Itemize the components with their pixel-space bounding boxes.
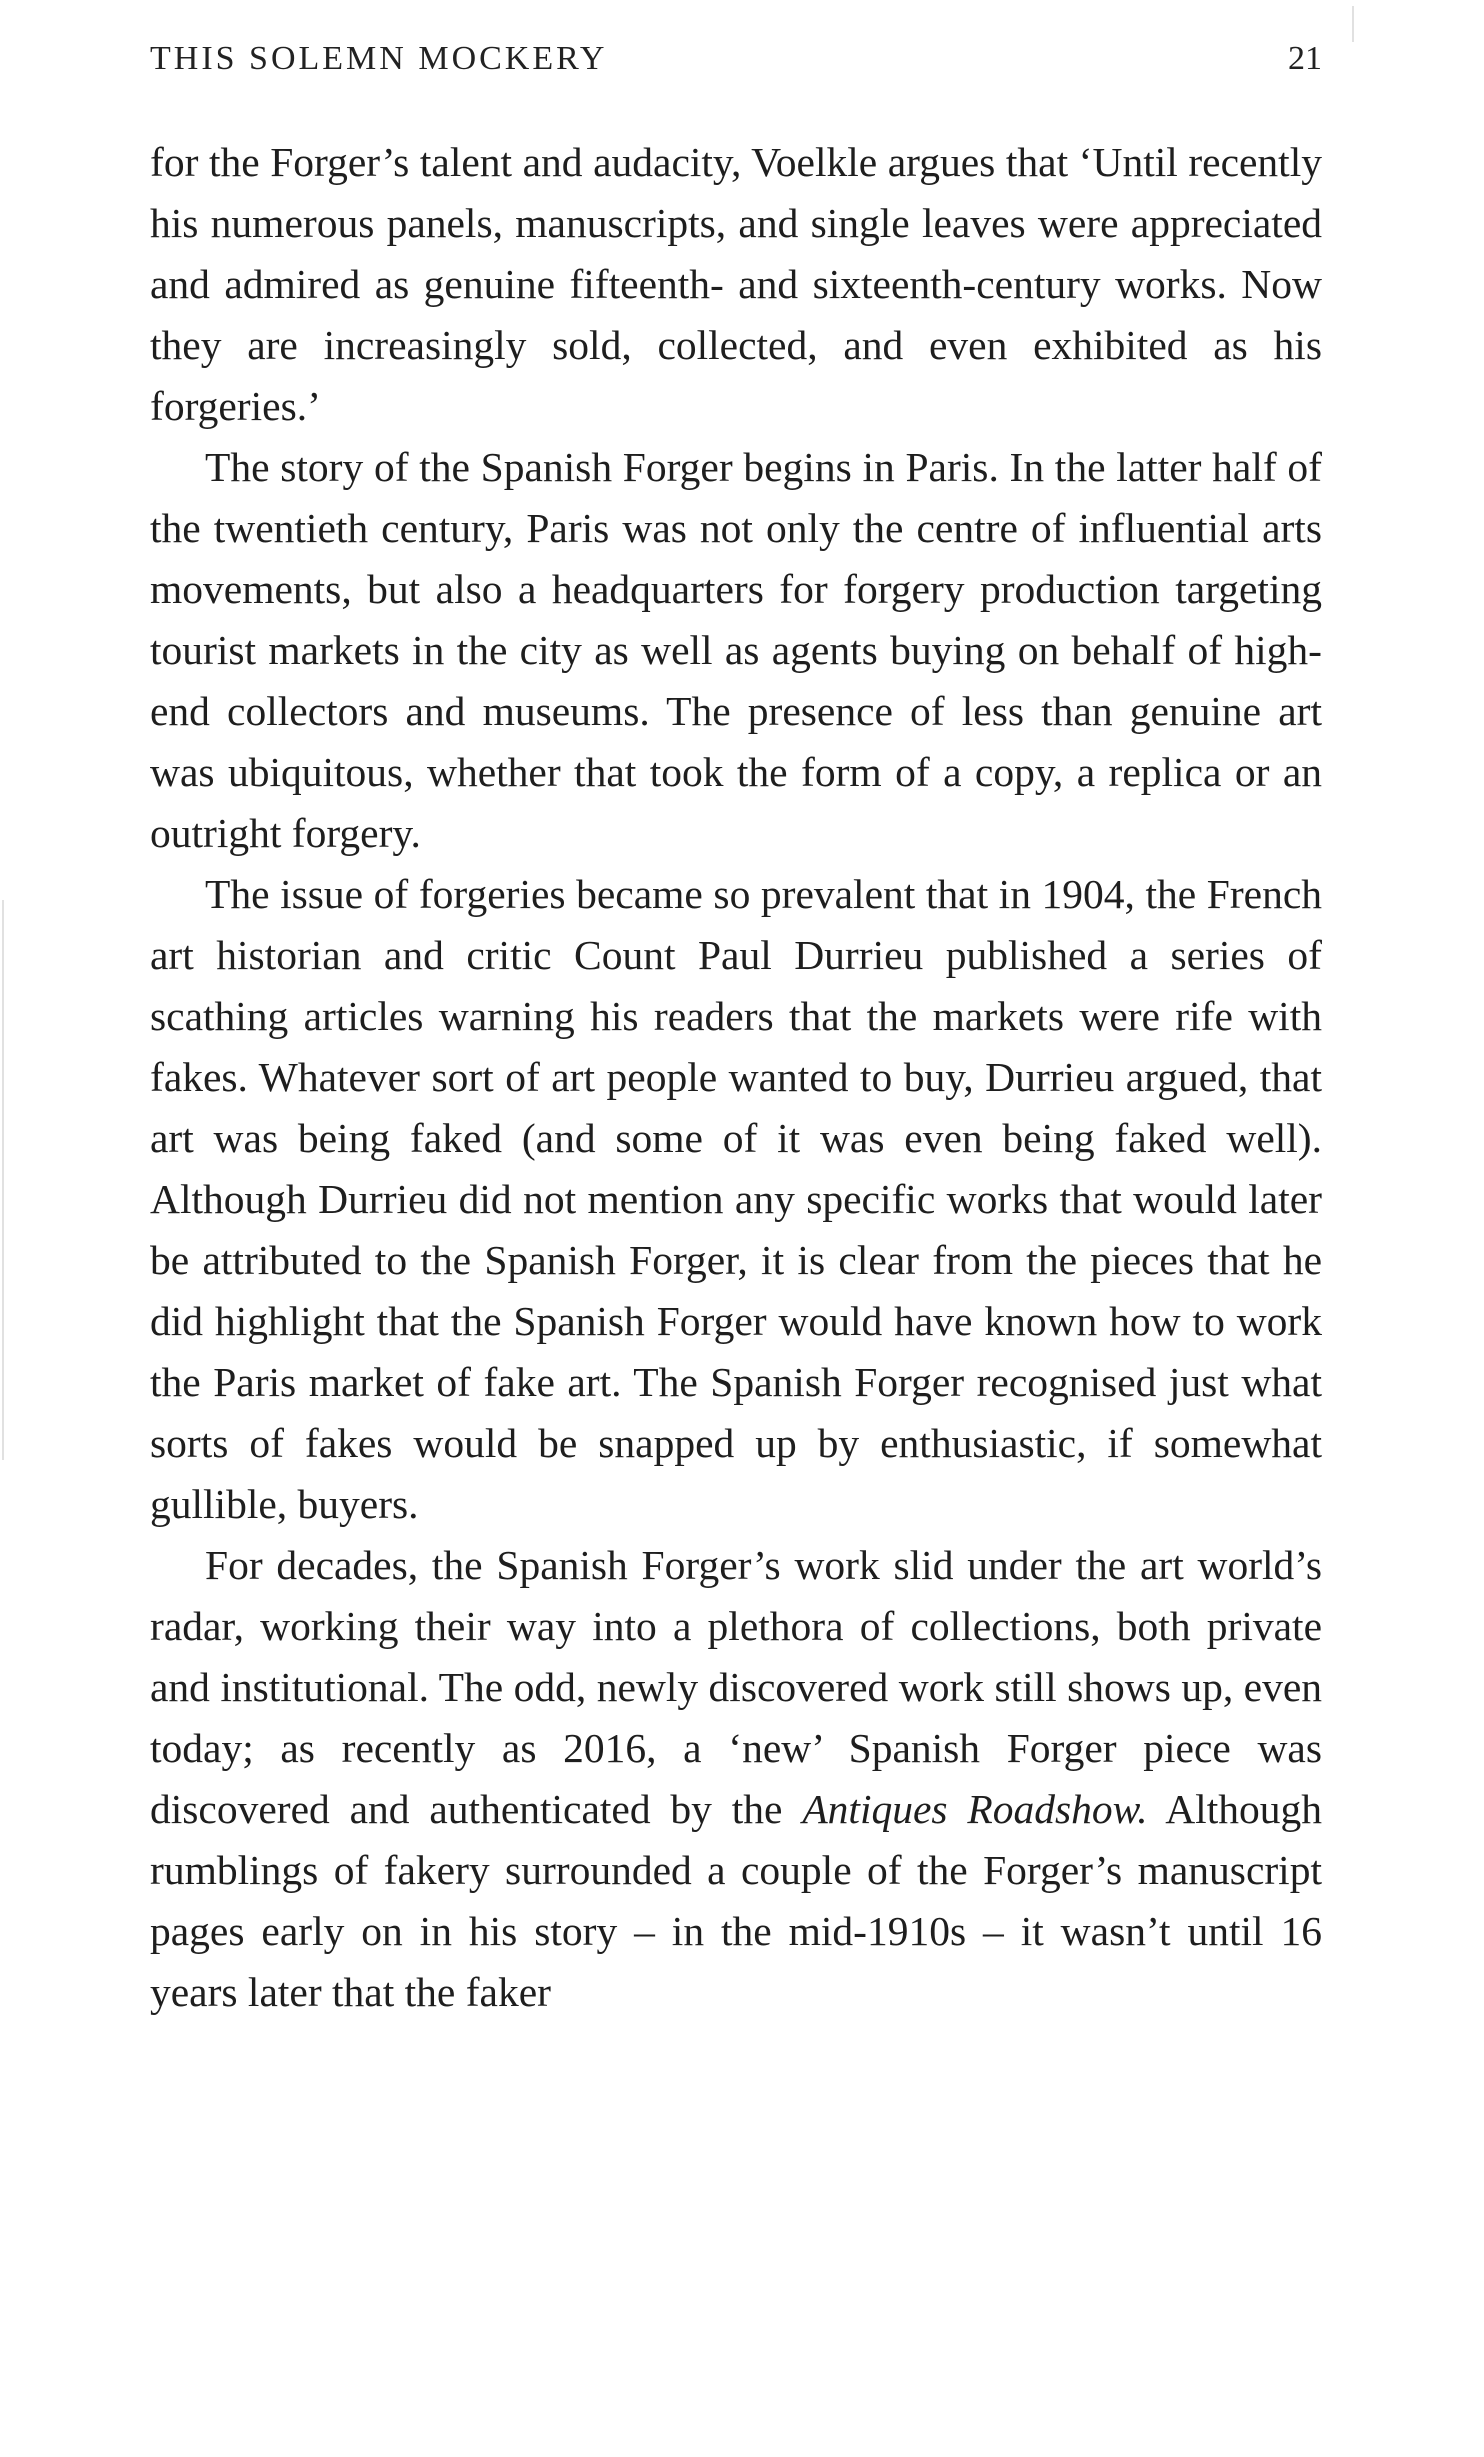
paragraph-4-italic-title: Antiques Roadshow. xyxy=(802,1786,1148,1832)
paragraph-4 xyxy=(150,1535,1322,2023)
paragraph-3: The issue of forgeries became so prevalent that in 1904, the French art historian and critic Count Paul Durrieu published a series of scathing articles warning his readers that the markets were rife with fakes. Whatever sort of art people wanted to buy, Durrieu argued, that art was being faked (and some of it was even being faked well). Although Durrieu did not mention any specific works that would later be attributed to the Spanish Forger, it is clear from the pieces that he did highlight that the Spanish Forger would have known how to work the Paris market of fake art. The Spanish Forger recognised just what sorts of fakes would be snapped up by enthusiastic, if somewhat gullible, buyers. xyxy=(150,871,1322,1527)
body-text xyxy=(150,132,1322,2023)
paragraph-1: for the Forger’s talent and audacity, Voelkle argues that ‘Until recently his numerous panels, manuscripts, and single leaves were appreciated and admired as genuine fifteenth- and sixteenth-century works. Now they are increasingly sold, collected, and even exhibited as his forgeries.’ xyxy=(150,139,1322,429)
paragraph-4-text-after: Although rumblings of fakery surrounded a couple of the Forger’s manuscript pages early on in his story – in the mid-1910s – it wasn’t until 16 years later that the faker xyxy=(150,1786,1322,2015)
paragraph-4-text-before: For decades, the Spanish Forger’s work slid under the art world’s radar, working their way into a plethora of collections, both private and institutional. The odd, newly discovered work still shows up, even today; as recently as 2016, a ‘new’ Spanish Forger piece was discovered and authenticated by the xyxy=(150,1542,1322,1832)
running-head xyxy=(150,40,1322,84)
paragraph-2: The story of the Spanish Forger begins in Paris. In the latter half of the twentieth century, Paris was not only the centre of influential arts movements, but also a headquarters for forgery production targeting tourist markets in the city as well as agents buying on behalf of high-end collectors and museums. The presence of less than genuine art was ubiquitous, whether that took the form of a copy, a replica or an outright forgery. xyxy=(150,444,1322,856)
scan-artifact-top-right xyxy=(1352,6,1354,42)
page-number: 21 xyxy=(1288,40,1322,77)
running-title: THIS SOLEMN MOCKERY xyxy=(150,40,608,77)
scan-artifact-left-edge xyxy=(2,900,4,1460)
